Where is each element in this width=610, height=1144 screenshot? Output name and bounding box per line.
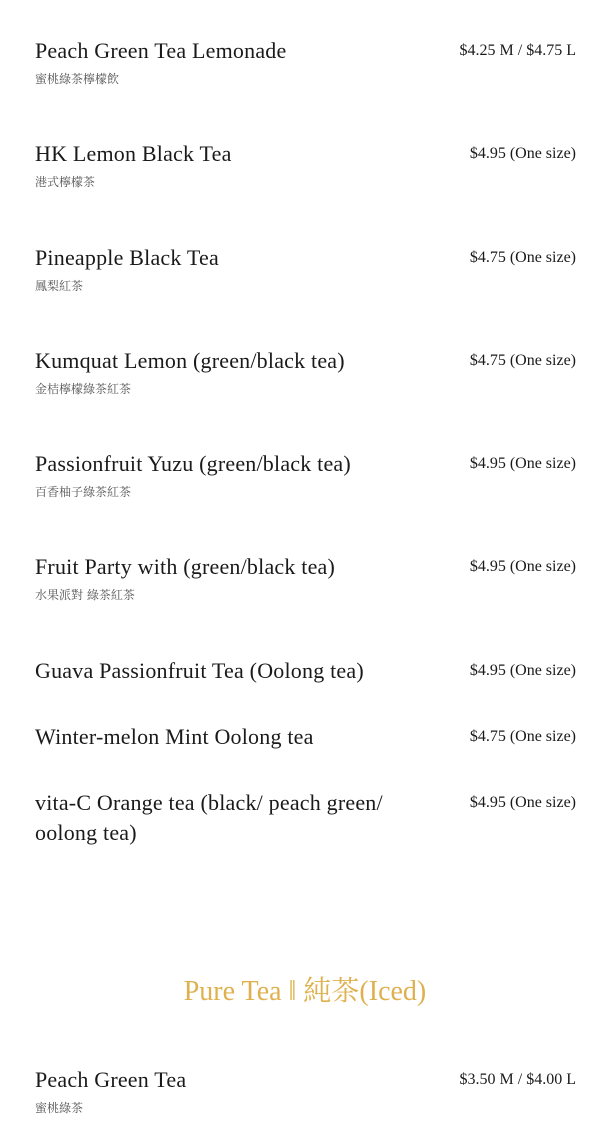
item-price: $4.95 (One size) xyxy=(469,794,576,811)
item-name: HK Lemon Black Tea xyxy=(35,141,232,166)
item-price: $4.75 (One size) xyxy=(469,352,576,369)
item-name: Kumquat Lemon (green/black tea) xyxy=(35,348,345,373)
item-name: Peach Green Tea Lemonade xyxy=(35,38,287,63)
item-description: 金桔檸檬綠茶紅茶 xyxy=(35,382,132,396)
item-name: vita-C Orange tea (black/ peach green/ oolong tea) xyxy=(35,790,383,845)
item-price: $3.50 M / $4.00 L xyxy=(459,1071,576,1088)
item-price: $4.95 (One size) xyxy=(469,558,576,575)
item-price: $4.95 (One size) xyxy=(469,145,576,162)
item-description: 蜜桃綠茶檸檬飲 xyxy=(35,72,120,86)
item-price: $4.95 (One size) xyxy=(469,662,576,679)
item-description: 蜜桃綠茶 xyxy=(35,1101,84,1115)
item-description: 港式檸檬茶 xyxy=(35,175,96,189)
item-name: Peach Green Tea xyxy=(35,1067,187,1092)
item-name: Winter-melon Mint Oolong tea xyxy=(35,724,314,749)
item-price: $4.75 (One size) xyxy=(469,728,576,745)
item-price: $4.75 (One size) xyxy=(469,249,576,266)
item-description: 百香柚子綠茶紅茶 xyxy=(35,485,132,499)
item-name: Passionfruit Yuzu (green/black tea) xyxy=(35,451,351,476)
item-name: Fruit Party with (green/black tea) xyxy=(35,554,336,579)
item-price: $4.25 M / $4.75 L xyxy=(459,42,576,59)
item-price: $4.95 (One size) xyxy=(469,455,576,472)
item-description: 鳳梨紅茶 xyxy=(35,279,84,293)
item-description: 水果派對 綠茶紅茶 xyxy=(35,588,135,602)
section-heading-pure-tea: Pure Tea ‖ 純茶(Iced) xyxy=(183,976,427,1007)
item-name: Pineapple Black Tea xyxy=(35,245,219,270)
item-name: Guava Passionfruit Tea (Oolong tea) xyxy=(35,658,364,683)
